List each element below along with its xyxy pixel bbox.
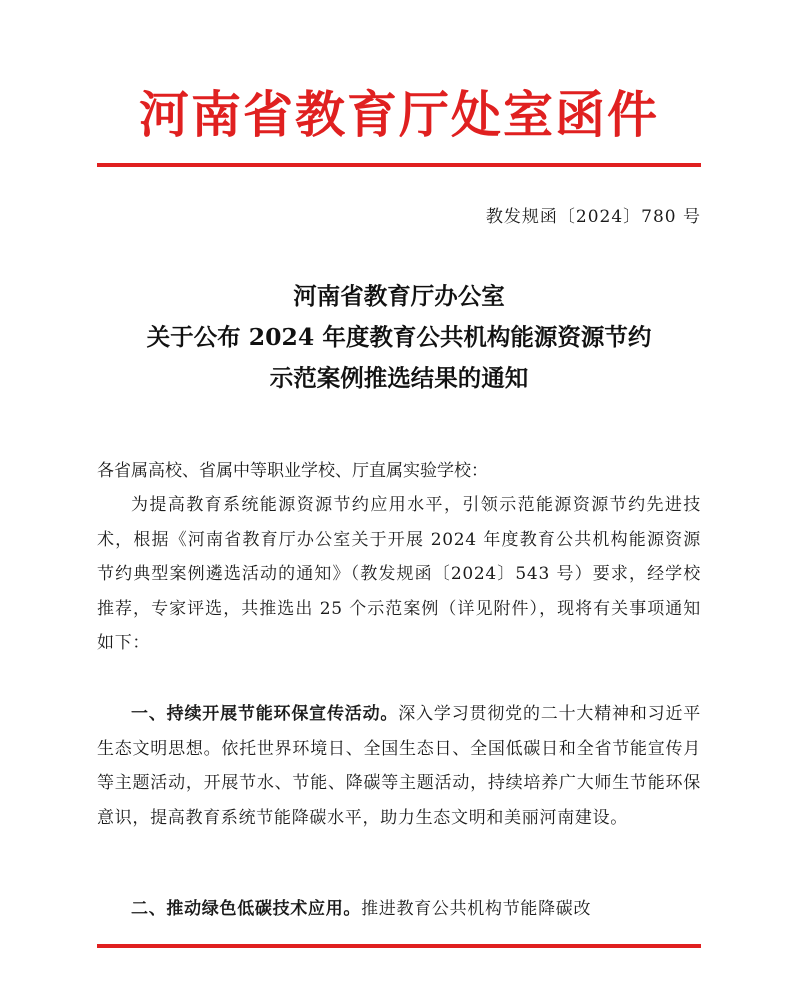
section-2-heading: 二、推动绿色低碳技术应用。 bbox=[131, 899, 362, 919]
section-2-paragraph bbox=[97, 892, 701, 927]
footer-red-rule bbox=[97, 944, 701, 948]
addressee: 各省属高校、省属中等职业学校、厅直属实验学校： bbox=[97, 461, 488, 481]
section-2-body: 推进教育公共机构节能降碳改 bbox=[361, 899, 592, 919]
masthead-red-rule bbox=[97, 163, 701, 167]
document-number: 教发规函〔2024〕780 号 bbox=[485, 207, 701, 227]
notice-title-line-1: 河南省教育厅办公室 bbox=[293, 282, 505, 310]
notice-title-line-2: 关于公布 2024 年度教育公共机构能源资源节约 bbox=[146, 323, 652, 351]
section-1-paragraph bbox=[97, 697, 701, 835]
section-1-body: 深入学习贯彻党的二十大精神和习近平生态文明思想。依托世界环境日、全国生态日、全国低碳日和全省节能宣传月等主题活动，开展节水、节能、降碳等主题活动，持续培养广大师生节能环保意识，提高教育系统节能降碳水平，助力生态文明和美丽河南建设。 bbox=[97, 704, 702, 828]
notice-title bbox=[97, 276, 701, 399]
notice-title-line-3: 示范案例推选结果的通知 bbox=[269, 364, 529, 392]
intro-paragraph: 为提高教育系统能源资源节约应用水平，引领示范能源资源节约先进技术，根据《河南省教育厅办公室关于开展 2024 年度教育公共机构能源资源节约典型案例遴选活动的通知》（教发规函〔2024〕543 号）要求，经学校推荐，专家评选，共推选出 25 个示范案例（详见附件），现将有关事项通知如下： bbox=[97, 495, 701, 654]
masthead-title: 河南省教育厅处室函件 bbox=[139, 85, 659, 144]
section-1-heading: 一、持续开展节能环保宣传活动。 bbox=[131, 704, 399, 724]
